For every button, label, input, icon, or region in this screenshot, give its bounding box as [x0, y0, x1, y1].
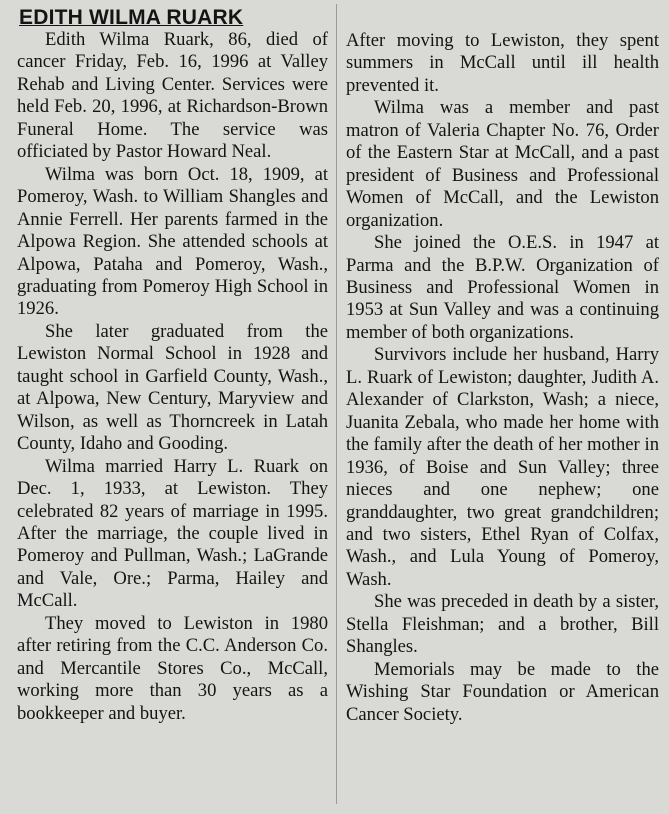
- paragraph-continuation: After moving to Lewiston, they spent summers in McCall until ill health prevented it.: [346, 30, 659, 96]
- paragraph-retirement: They moved to Lewiston in 1980 after retiring from the C.C. Anderson Co. and Mercantile Stores Co., McCall, working more than 30 years as a bookkeeper and buyer.: [17, 612, 328, 724]
- paragraph-survivors: Survivors include her husband, Harry L. Ruark of Lewiston; daughter, Judith A. Alexander of Clarkston, Wash; a niece, Juanita Zebala, who made her home with the family after the death of her mother in 1936, of Boise and Sun Valley; three nieces and one nephew; one granddaughter, two great grandchildren; and two sisters, Ethel Ryan of Colfax, Wash., and Lula Young of Pomeroy, Wash.: [346, 344, 659, 590]
- paragraph-birth: Wilma was born Oct. 18, 1909, at Pomeroy, Wash. to William Shangles and Annie Ferrell. Her parents farmed in the Alpowa Region. She attended schools at Alpowa, Pataha and Pomeroy, Wash., graduating from Pomeroy High School in 1926.: [17, 163, 328, 320]
- paragraph-memorials: Memorials may be made to the Wishing Star Foundation or American Cancer Society.: [346, 658, 659, 725]
- paragraph-education: She later graduated from the Lewiston Normal School in 1928 and taught school in Garfield County, Wash., at Alpowa, New Century, Maryview and Wilson, as well as Thorncreek in Latah County, Idaho and Gooding.: [17, 320, 328, 455]
- obituary-headline: EDITH WILMA RUARK: [19, 6, 244, 29]
- right-column: [346, 30, 659, 726]
- paragraph-marriage: Wilma married Harry L. Ruark on Dec. 1, 1933, at Lewiston. They celebrated 82 years of marriage in 1995. After the marriage, the couple lived in Pomeroy and Pullman, Wash.; LaGrande and Vale, Ore.; Parma, Hailey and McCall.: [17, 455, 328, 612]
- column-divider: [336, 4, 337, 804]
- paragraph-death-notice: Edith Wilma Ruark, 86, died of cancer Friday, Feb. 16, 1996 at Valley Rehab and Living Center. Services were held Feb. 20, 1996, at Richardson-Brown Funeral Home. The service was officiated by Pastor Howard Neal.: [17, 29, 328, 163]
- paragraph-organizations: She joined the O.E.S. in 1947 at Parma and the B.P.W. Organization of Business and Professional Women in 1953 at Sun Valley and was a continuing member of both organizations.: [346, 232, 659, 343]
- paragraph-preceded: She was preceded in death by a sister, Stella Fleishman; and a brother, Bill Shangles.: [346, 591, 659, 658]
- paragraph-memberships: Wilma was a member and past matron of Valeria Chapter No. 76, Order of the Eastern Star at McCall, and a past president of Business and Professional Women of McCall, and the Lewiston organization.: [346, 97, 659, 231]
- left-column: [17, 6, 328, 725]
